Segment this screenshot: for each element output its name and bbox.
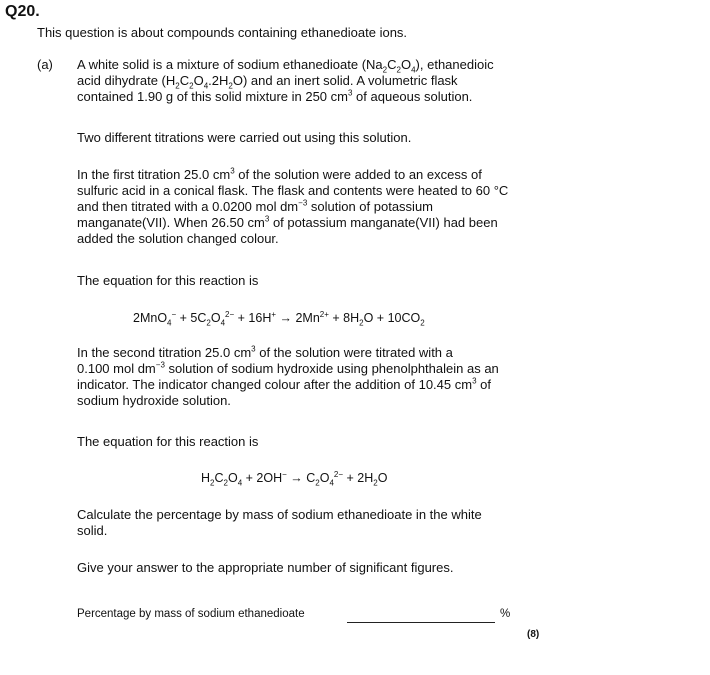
percent-sign: % (500, 608, 511, 620)
paragraph-mixture: A white solid is a mixture of sodium ethanedioate $(Na_2C_2O_4)$, ethanedioic acid dihydrate $(H_2C_2O_4.2H_2O)$ and an inert solid. A volumetric flask contained 1.90 g of this solid mixture in 250 $cm^3$ of aqueous solution. (77, 57, 494, 104)
paragraph-calculate: Calculate the percentage by mass of sodium ethanedioate in the white solid. (77, 507, 482, 538)
equation-intro-1: The equation for this reaction is (77, 273, 259, 288)
question-number: Q20. (5, 3, 40, 20)
paragraph-first-titration: In the first titration 25.0 $cm^3$ of the solution were added to an excess of sulfuric acid in a conical flask. The flask and contents were heated to 60 °C and then titrated with a 0.0200 mol $dm^{-3}$ solution of potassium manganate(VII). When 26.50 $cm^3$ of potassium manganate(VII) had been added the solution changed colour. (77, 166, 509, 246)
equation-intro-2: The equation for this reaction is (77, 434, 259, 449)
equation-hydroxide: $H_2C_2O_4 + 2OH^- \to C_2O_4^{2-} + 2H_2O$ (201, 469, 388, 488)
paragraph-second-titration: In the second titration 25.0 $cm^3$ of the solution were titrated with a 0.100 mol $dm^{-3}$ solution of sodium hydroxide using phenolphthalein as an indicator. The indicator changed colour after the addition of 10.45 $cm^3$ of sodium hydroxide solution. (77, 344, 499, 408)
answer-label: Percentage by mass of sodium ethanedioate (77, 608, 305, 620)
part-label: (a) (37, 57, 53, 72)
marks-label: (8) (527, 629, 540, 640)
question-intro: This question is about compounds containing ethanedioate ions. (37, 25, 408, 40)
paragraph-sig-figs: Give your answer to the appropriate number of significant figures. (77, 560, 454, 575)
answer-input-line[interactable] (347, 622, 495, 623)
equation-manganate: $2MnO_4^- + 5C_2O_4^{2-} + 16H^+ \to 2Mn^{2+} + 8H_2O + 10CO_2$ (133, 309, 425, 328)
paragraph-titrations: Two different titrations were carried out using this solution. (77, 130, 412, 145)
